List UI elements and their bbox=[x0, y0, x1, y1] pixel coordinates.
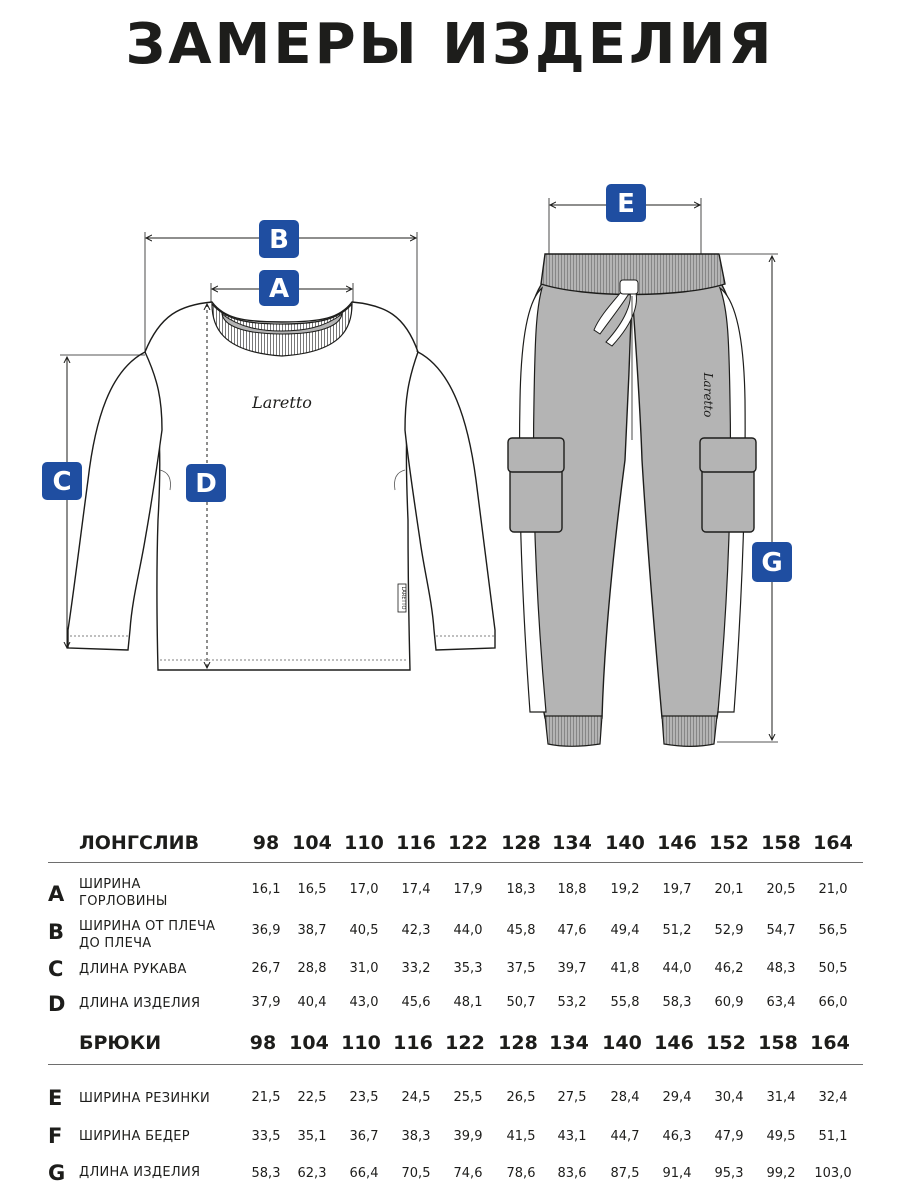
svg-text:D: D bbox=[195, 469, 217, 499]
size-header: 110 bbox=[344, 832, 384, 854]
cell: 99,2 bbox=[766, 1166, 796, 1181]
size-header: 164 bbox=[813, 832, 853, 854]
cell: 24,5 bbox=[401, 1090, 431, 1105]
size-header: 98 bbox=[252, 832, 280, 854]
cell: 30,4 bbox=[714, 1090, 744, 1105]
size-header: 110 bbox=[341, 1032, 381, 1054]
cell: 28,8 bbox=[297, 961, 327, 976]
cell: 36,9 bbox=[251, 923, 281, 938]
size-header: 152 bbox=[709, 832, 749, 854]
cell: 37,5 bbox=[506, 961, 536, 976]
cell: 18,8 bbox=[557, 882, 587, 897]
table-title: БРЮКИ bbox=[79, 1032, 162, 1054]
cell: 37,9 bbox=[251, 995, 281, 1010]
cell: 40,5 bbox=[349, 923, 379, 938]
cell: 42,3 bbox=[401, 923, 431, 938]
size-header: 98 bbox=[249, 1032, 277, 1054]
cell: 70,5 bbox=[401, 1166, 431, 1181]
garment-diagram bbox=[0, 160, 900, 760]
size-header: 116 bbox=[393, 1032, 433, 1054]
size-header: 128 bbox=[498, 1032, 538, 1054]
marker-b bbox=[259, 220, 299, 258]
cell: 21,5 bbox=[251, 1090, 281, 1105]
cell: 26,5 bbox=[506, 1090, 536, 1105]
cell: 103,0 bbox=[814, 1166, 852, 1181]
cell: 16,5 bbox=[297, 882, 327, 897]
cell: 46,3 bbox=[662, 1129, 692, 1144]
row-label: ШИРИНА ОТ ПЛЕЧА ДО ПЛЕЧА bbox=[79, 919, 216, 951]
table-title: ЛОНГСЛИВ bbox=[79, 832, 200, 854]
cell: 46,2 bbox=[714, 961, 744, 976]
row-letter: A bbox=[48, 882, 65, 906]
cell: 33,2 bbox=[401, 961, 431, 976]
cell: 91,4 bbox=[662, 1166, 692, 1181]
cell: 49,5 bbox=[766, 1129, 796, 1144]
cell: 31,4 bbox=[766, 1090, 796, 1105]
cell: 50,7 bbox=[506, 995, 536, 1010]
cell: 17,0 bbox=[349, 882, 379, 897]
cell: 78,6 bbox=[506, 1166, 536, 1181]
cell: 22,5 bbox=[297, 1090, 327, 1105]
cell: 26,7 bbox=[251, 961, 281, 976]
cell: 56,5 bbox=[818, 923, 848, 938]
page-title: ЗАМЕРЫ ИЗДЕЛИЯ bbox=[125, 12, 775, 77]
size-header: 122 bbox=[448, 832, 488, 854]
cell: 43,1 bbox=[557, 1129, 587, 1144]
cell: 20,5 bbox=[766, 882, 796, 897]
cell: 39,7 bbox=[557, 961, 587, 976]
size-header: 146 bbox=[654, 1032, 694, 1054]
cell: 49,4 bbox=[610, 923, 640, 938]
cell: 87,5 bbox=[610, 1166, 640, 1181]
row-label: ШИРИНА РЕЗИНКИ bbox=[79, 1091, 211, 1106]
marker-a bbox=[259, 270, 299, 306]
cell: 95,3 bbox=[714, 1166, 744, 1181]
cell: 41,8 bbox=[610, 961, 640, 976]
row-label: ДЛИНА ИЗДЕЛИЯ bbox=[79, 1165, 201, 1180]
cell: 53,2 bbox=[557, 995, 587, 1010]
cell: 17,9 bbox=[453, 882, 483, 897]
cell: 44,7 bbox=[610, 1129, 640, 1144]
cell: 33,5 bbox=[251, 1129, 281, 1144]
row-label: ДЛИНА РУКАВА bbox=[79, 962, 187, 977]
cell: 20,1 bbox=[714, 882, 744, 897]
row-letter: D bbox=[48, 992, 66, 1016]
cell: 19,7 bbox=[662, 882, 692, 897]
row-letter: E bbox=[48, 1086, 63, 1110]
row-letter: G bbox=[48, 1161, 66, 1185]
cell: 58,3 bbox=[251, 1166, 281, 1181]
cell: 62,3 bbox=[297, 1166, 327, 1181]
cell: 44,0 bbox=[453, 923, 483, 938]
table-divider bbox=[48, 1064, 863, 1065]
size-header: 104 bbox=[292, 832, 332, 854]
cell: 23,5 bbox=[349, 1090, 379, 1105]
cell: 55,8 bbox=[610, 995, 640, 1010]
longsleeve-drawing bbox=[68, 302, 495, 670]
cell: 50,5 bbox=[818, 961, 848, 976]
cell: 32,4 bbox=[818, 1090, 848, 1105]
svg-text:E: E bbox=[617, 189, 635, 219]
cell: 48,1 bbox=[453, 995, 483, 1010]
cell: 31,0 bbox=[349, 961, 379, 976]
cell: 19,2 bbox=[610, 882, 640, 897]
cell: 63,4 bbox=[766, 995, 796, 1010]
cell: 38,7 bbox=[297, 923, 327, 938]
pants-drawing bbox=[508, 254, 756, 746]
marker-e bbox=[606, 184, 646, 222]
cell: 44,0 bbox=[662, 961, 692, 976]
size-header: 140 bbox=[602, 1032, 642, 1054]
size-header: 134 bbox=[549, 1032, 589, 1054]
cell: 45,6 bbox=[401, 995, 431, 1010]
svg-text:B: B bbox=[269, 225, 289, 255]
cell: 58,3 bbox=[662, 995, 692, 1010]
cell: 41,5 bbox=[506, 1129, 536, 1144]
svg-text:C: C bbox=[52, 467, 72, 497]
size-header: 140 bbox=[605, 832, 645, 854]
size-header: 164 bbox=[810, 1032, 850, 1054]
cell: 43,0 bbox=[349, 995, 379, 1010]
row-letter: B bbox=[48, 920, 65, 944]
cell: 28,4 bbox=[610, 1090, 640, 1105]
cell: 47,9 bbox=[714, 1129, 744, 1144]
cell: 66,0 bbox=[818, 995, 848, 1010]
cell: 18,3 bbox=[506, 882, 536, 897]
cell: 27,5 bbox=[557, 1090, 587, 1105]
cell: 21,0 bbox=[818, 882, 848, 897]
row-label: ШИРИНА ГОРЛОВИНЫ bbox=[79, 877, 168, 909]
size-header: 134 bbox=[552, 832, 592, 854]
size-header: 158 bbox=[761, 832, 801, 854]
marker-c bbox=[42, 462, 82, 500]
cell: 52,9 bbox=[714, 923, 744, 938]
cell: 45,8 bbox=[506, 923, 536, 938]
cell: 39,9 bbox=[453, 1129, 483, 1144]
size-header: 104 bbox=[289, 1032, 329, 1054]
row-label: ШИРИНА БЕДЕР bbox=[79, 1129, 190, 1144]
cell: 17,4 bbox=[401, 882, 431, 897]
pants-brand-script: Laretto bbox=[701, 372, 715, 418]
row-letter: C bbox=[48, 957, 64, 981]
cell: 29,4 bbox=[662, 1090, 692, 1105]
cell: 35,3 bbox=[453, 961, 483, 976]
cell: 83,6 bbox=[557, 1166, 587, 1181]
cell: 48,3 bbox=[766, 961, 796, 976]
size-header: 152 bbox=[706, 1032, 746, 1054]
cell: 54,7 bbox=[766, 923, 796, 938]
cell: 16,1 bbox=[251, 882, 281, 897]
brand-script: Laretto bbox=[252, 393, 312, 412]
size-header: 146 bbox=[657, 832, 697, 854]
cell: 74,6 bbox=[453, 1166, 483, 1181]
cell: 66,4 bbox=[349, 1166, 379, 1181]
tag-label: LARETTO bbox=[400, 586, 406, 610]
cell: 47,6 bbox=[557, 923, 587, 938]
cell: 38,3 bbox=[401, 1129, 431, 1144]
cell: 40,4 bbox=[297, 995, 327, 1010]
size-header: 116 bbox=[396, 832, 436, 854]
cell: 36,7 bbox=[349, 1129, 379, 1144]
cell: 51,2 bbox=[662, 923, 692, 938]
size-header: 122 bbox=[445, 1032, 485, 1054]
marker-g bbox=[752, 542, 792, 582]
svg-text:G: G bbox=[761, 548, 783, 578]
cell: 35,1 bbox=[297, 1129, 327, 1144]
cell: 60,9 bbox=[714, 995, 744, 1010]
cell: 25,5 bbox=[453, 1090, 483, 1105]
row-label: ДЛИНА ИЗДЕЛИЯ bbox=[79, 996, 201, 1011]
size-header: 158 bbox=[758, 1032, 798, 1054]
table-divider bbox=[48, 862, 863, 863]
svg-text:A: A bbox=[268, 274, 290, 304]
row-letter: F bbox=[48, 1124, 63, 1148]
cell: 51,1 bbox=[818, 1129, 848, 1144]
size-header: 128 bbox=[501, 832, 541, 854]
marker-d bbox=[186, 464, 226, 502]
